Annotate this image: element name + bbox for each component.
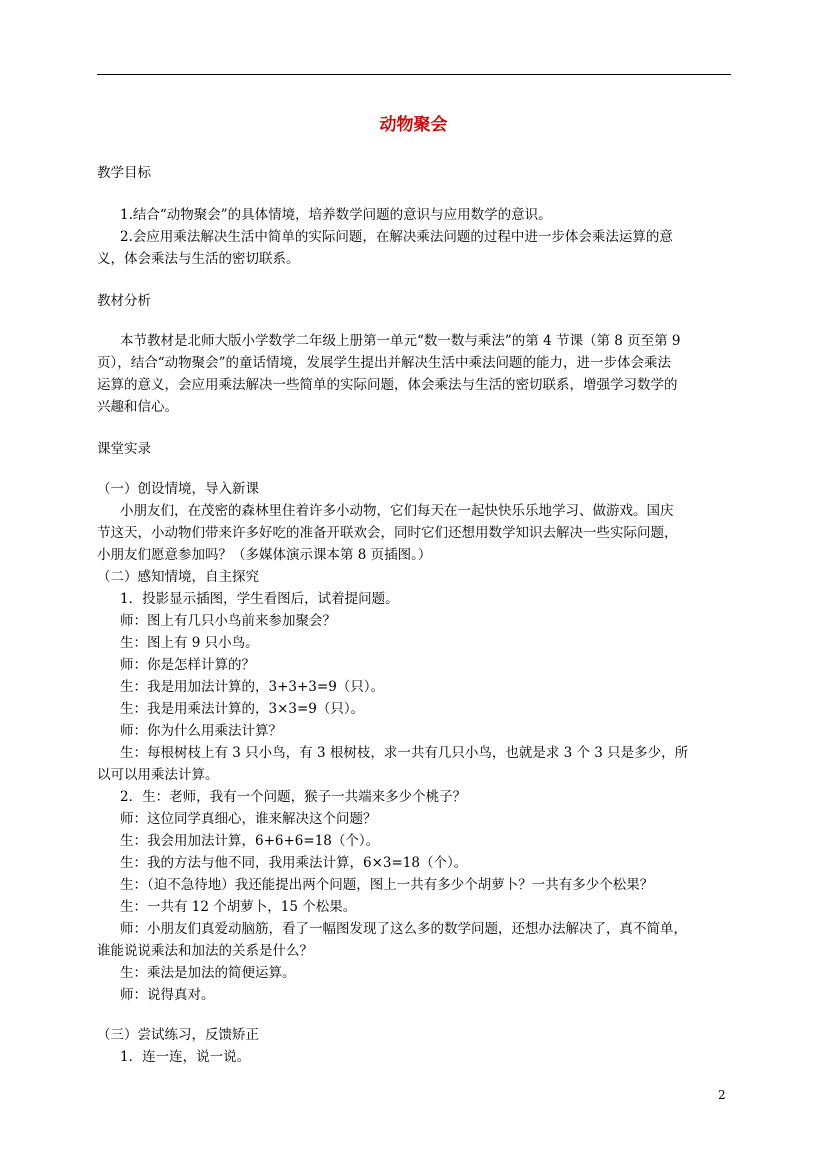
dialogue-line: 师：图上有几只小鸟前来参加聚会？ [120, 613, 336, 629]
dialogue-line: 生：我是用乘法计算的，3×3=9（只）。 [120, 701, 365, 717]
paragraph: 1.结合“动物聚会”的具体情境，培养数学问题的意识与应用数学的意识。 [120, 207, 552, 223]
dialogue-line: 2．生：老师，我有一个问题，猴子一共端来多少个桃子？ [120, 789, 467, 805]
section-heading-objectives: 教学目标 [97, 165, 151, 181]
dialogue-line: 1．投影显示插图，学生看图后，试着提问题。 [120, 591, 399, 607]
dialogue-line: 谁能说说乘法和加法的关系是什么？ [97, 943, 313, 959]
paragraph: 2.会应用乘法解决生活中简单的实际问题，在解决乘法问题的过程中进一步体会乘法运算的意 [120, 229, 673, 245]
paragraph: 运算的意义，会应用乘法解决一些简单的实际问题，体会乘法与生活的密切联系，增强学习数学的 [97, 377, 678, 393]
paragraph: 小朋友们，在茂密的森林里住着许多小动物，它们每天在一起快快乐乐地学习、做游戏。国庆 [120, 503, 674, 519]
paragraph: 本节教材是北师大版小学数学二年级上册第一单元“数一数与乘法”的第 4 节课（第 8 页至第 9 [120, 333, 681, 349]
dialogue-line: 生：我的方法与他不同，我用乘法计算，6×3=18（个）。 [120, 855, 468, 871]
paragraph: 小朋友们愿意参加吗？（多媒体演示课本第 8 页插图。） [97, 547, 432, 563]
dialogue-line: 师：这位同学真细心，谁来解决这个问题？ [120, 811, 377, 827]
dialogue-line: 生：我是用加法计算的，3+3+3=9（只）。 [120, 679, 385, 695]
dialogue-line: 生：（迫不急待地）我还能提出两个问题，图上一共有多少个胡萝卜？一共有多少个松果？ [120, 877, 654, 893]
paragraph: 兴趣和信心。 [97, 399, 178, 415]
page-number: 2 [718, 1088, 726, 1102]
dialogue-line: 生：我会用加法计算，6+6+6=18（个）。 [120, 833, 380, 849]
section-heading-analysis: 教材分析 [97, 293, 151, 309]
dialogue-line: 生：一共有 12 个胡萝卜，15 个松果。 [120, 899, 357, 915]
dialogue-line: 师：小朋友们真爱动脑筋，看了一幅图发现了这么多的数学问题，还想办法解决了，真不简单， [120, 921, 687, 937]
dialogue-line: 师：你是怎样计算的？ [120, 657, 255, 673]
page-title: 动物聚会 [379, 115, 448, 135]
dialogue-line: 以可以用乘法计算。 [97, 767, 219, 783]
dialogue-line: 师：说得真对。 [120, 987, 215, 1003]
dialogue-line: 生：乘法是加法的简便运算。 [120, 965, 296, 981]
paragraph: 节这天，小动物们带来许多好吃的准备开联欢会，同时它们还想用数学知识去解决一些实际问题， [97, 525, 678, 541]
section-heading-record: 课堂实录 [97, 441, 151, 457]
paragraph: 1．连一连，说一说。 [120, 1049, 251, 1065]
subsection-heading: （一）创设情境，导入新课 [97, 481, 259, 497]
subsection-heading: （二）感知情境，自主探究 [97, 569, 259, 585]
dialogue-line: 生：每根树枝上有 3 只小鸟，有 3 根树枝，求一共有几只小鸟，也就是求 3 个 3 只是多少，所 [120, 745, 689, 761]
header-rule [97, 74, 731, 75]
subsection-heading: （三）尝试练习，反馈矫正 [97, 1027, 259, 1043]
paragraph: 页），结合“动物聚会”的童话情境，发展学生提出并解决生活中乘法问题的能力，进一步体会乘法 [97, 355, 672, 371]
paragraph: 义，体会乘法与生活的密切联系。 [97, 251, 300, 267]
dialogue-line: 生：图上有 9 只小鸟。 [120, 635, 259, 651]
dialogue-line: 师：你为什么用乘法计算？ [120, 723, 282, 739]
